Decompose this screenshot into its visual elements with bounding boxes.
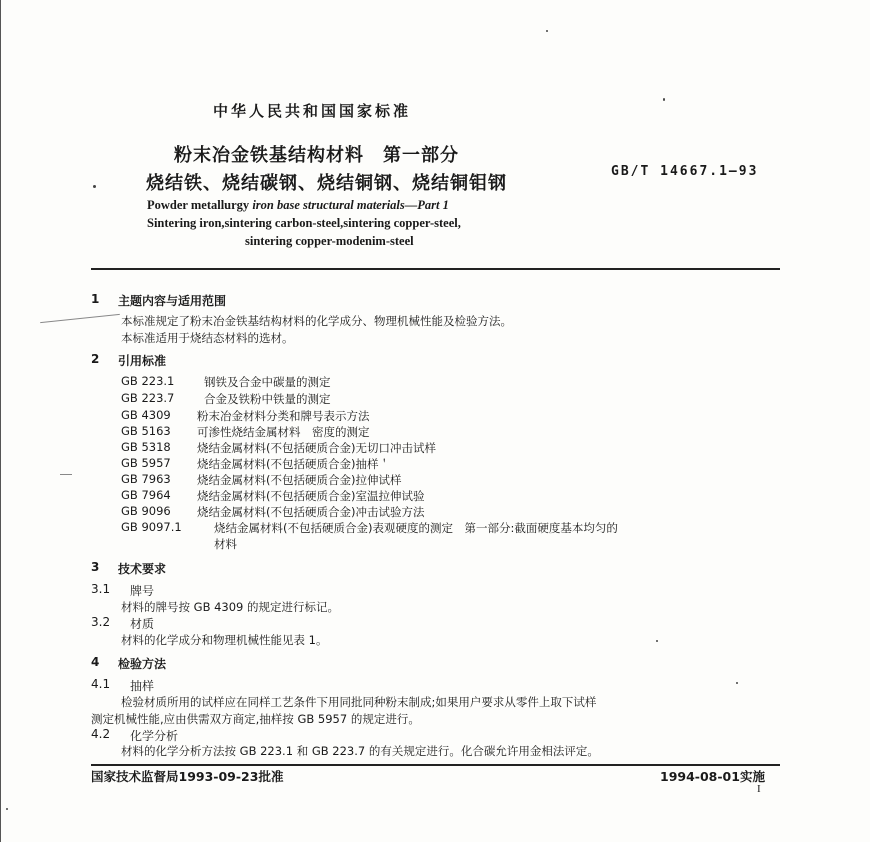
title-cn-line1: 粉末冶金铁基结构材料 第一部分: [174, 145, 459, 166]
ref-code: GB 5318: [121, 440, 171, 454]
title-en-line3: sintering copper-modenim-steel: [245, 234, 414, 248]
ref-title: 钢铁及合金中碳量的测定: [204, 375, 331, 389]
scan-speck: [93, 185, 96, 188]
section3-heading: 技术要求: [118, 562, 167, 576]
scan-speck: [736, 682, 738, 684]
standard-code: GB/T 14667.1—93: [611, 164, 759, 179]
section3-sub1-text: 材料的牌号按 GB 4309 的规定进行标记。: [121, 600, 340, 614]
ref-title: 烧结金属材料(不包括硬质合金)表观硬度的测定 第一部分:截面硬度基本均匀的: [214, 521, 618, 535]
implementation-date: 1994-08-01实施: [660, 769, 765, 784]
ref-code: GB 5163: [121, 424, 171, 438]
footer-rule: [91, 764, 780, 766]
section4-number: 4: [91, 655, 100, 669]
section1-heading: 主题内容与适用范围: [118, 294, 227, 308]
section1-para1: 本标准规定了粉末冶金铁基结构材料的化学成分、物理机械性能及检验方法。: [121, 314, 512, 328]
ref-title: 粉末冶金材料分类和牌号表示方法: [197, 409, 370, 423]
ref-title: 烧结金属材料(不包括硬质合金)无切口冲击试样: [197, 441, 436, 455]
ref-code: GB 223.7: [121, 391, 175, 405]
subsection-number: 3.2: [91, 615, 111, 629]
ref-code: GB 223.1: [121, 374, 175, 388]
header-rule: [91, 268, 780, 270]
scan-speck: [6, 808, 8, 810]
section2-heading: 引用标准: [118, 354, 167, 368]
ref-title: 可渗性烧结金属材料 密度的测定: [197, 425, 370, 439]
ref-title: 合金及铁粉中铁量的测定: [204, 392, 331, 406]
ref-code: GB 9096: [121, 504, 171, 518]
page-edge: [0, 0, 1, 842]
title-en-line1-a: Powder metallurgy: [147, 198, 253, 212]
section3-number: 3: [91, 560, 100, 574]
ref-title: 烧结金属材料(不包括硬质合金)冲击试验方法: [197, 505, 425, 519]
subsection-title: 牌号: [130, 584, 155, 598]
ref-code: GB 7964: [121, 488, 171, 502]
section4-sub2-text: 材料的化学分析方法按 GB 223.1 和 GB 223.7 的有关规定进行。化合碳允许用金相法评定。: [121, 744, 599, 758]
section1-para2: 本标准适用于烧结态材料的选材。: [121, 331, 294, 345]
section1-number: 1: [91, 292, 100, 306]
section2-number: 2: [91, 352, 100, 366]
ref-code: GB 7963: [121, 472, 171, 486]
scan-scratch: [60, 474, 72, 475]
subsection-title: 材质: [130, 617, 155, 631]
ref-code: GB 4309: [121, 408, 171, 422]
subsection-title: 抽样: [130, 679, 155, 693]
scan-speck: [663, 98, 665, 101]
ref-title-continuation: 材料: [214, 537, 237, 551]
subsection-number: 4.2: [91, 727, 111, 741]
title-en-line1-b: iron base structural materials—Part 1: [252, 198, 449, 212]
ref-code: GB 9097.1: [121, 520, 182, 534]
subsection-number: 3.1: [91, 582, 111, 596]
section4-sub1-text1: 检验材质所用的试样应在同样工艺条件下用同批同种粉末制成;如果用户要求从零件上取下试样: [121, 695, 597, 709]
section4-heading: 检验方法: [118, 657, 167, 671]
ref-title: 烧结金属材料(不包括硬质合金)室温拉伸试验: [197, 489, 425, 503]
subsection-title: 化学分析: [130, 729, 179, 743]
ref-title: 烧结金属材料(不包括硬质合金)抽样＇: [197, 457, 390, 471]
section3-sub2-text: 材料的化学成分和物理机械性能见表 1。: [121, 633, 328, 647]
approval-line: 国家技术监督局1993-09-23批准: [91, 769, 284, 784]
scan-scratch: [40, 314, 120, 323]
scan-speck: [656, 640, 658, 642]
title-en-line1: [147, 198, 449, 213]
page-number: I: [757, 783, 761, 795]
title-en-line2: Sintering iron,sintering carbon-steel,sintering copper-steel,: [147, 216, 461, 230]
ref-title: 烧结金属材料(不包括硬质合金)拉伸试样: [197, 473, 402, 487]
title-cn-line2: 烧结铁、烧结碳钢、烧结铜钢、烧结铜钼钢: [146, 173, 507, 194]
scan-speck: [546, 30, 548, 32]
ref-code: GB 5957: [121, 456, 171, 470]
country-standard-heading: 中华人民共和国国家标准: [213, 102, 412, 120]
subsection-number: 4.1: [91, 677, 111, 691]
section4-sub1-text2: 测定机械性能,应由供需双方商定,抽样按 GB 5957 的规定进行。: [91, 712, 420, 726]
